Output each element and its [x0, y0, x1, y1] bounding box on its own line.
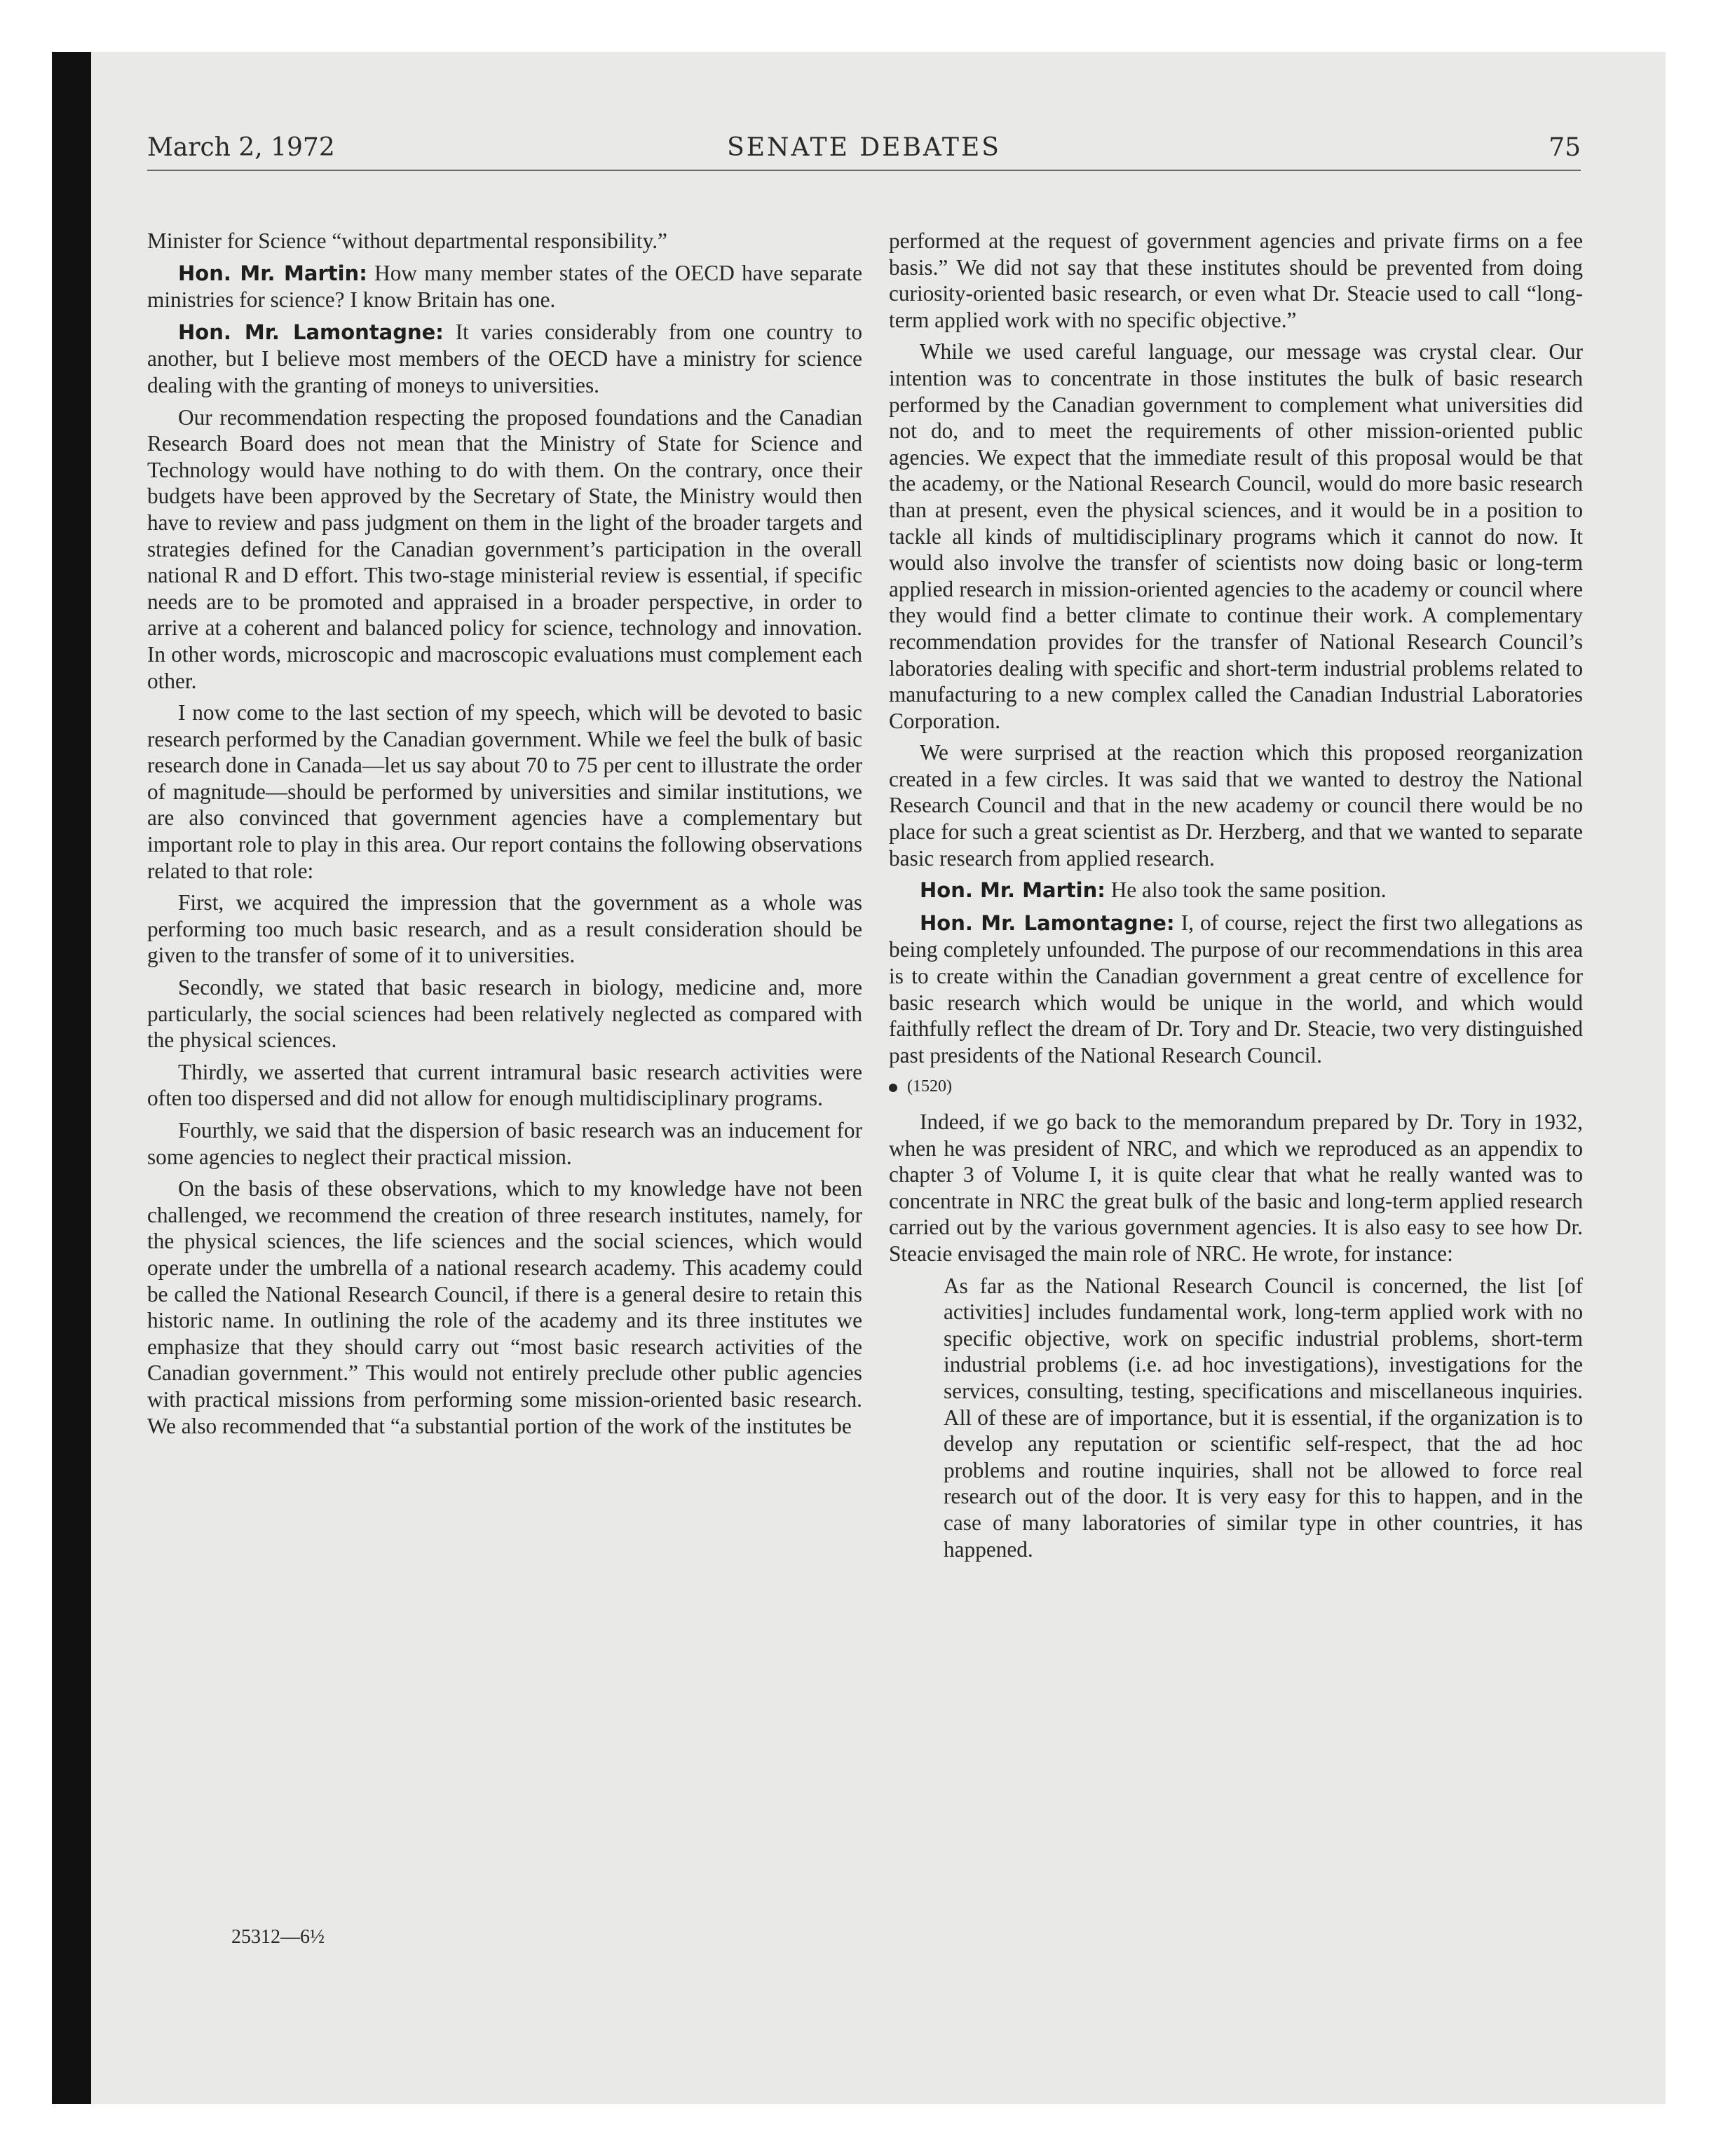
paragraph: On the basis of these observations, which to my knowledge have not been challenged, we recommend the creation of three research institutes, namely, for the physical sciences, the life sciences and the social sciences, which would operate under the umbrella of a national research academy. This academy could be called the National Research Council, if there is a general desire to retain this historic name. In outlining the role of the academy and its three institutes we emphasize that they should carry out “most basic research activities of the Canadian government.” This would not entirely preclude other public agencies with practical missions from performing some mission-oriented basic research. We also recommended that “a substantial portion of the work of the institutes be — [147, 1176, 862, 1438]
paragraph: performed at the request of government agencies and private firms on a fee basis.” We did not say that these institutes should be prevented from doing curiosity-oriented basic research, or even what Dr. Steacie used to call “long-term applied work with no specific objective.” — [889, 228, 1583, 332]
footer-code: 25312—6½ — [231, 1926, 325, 1948]
time-marker — [889, 1074, 1583, 1100]
paragraph-text: How many member states of the OECD have separate ministries for science? I know Britain has one. — [147, 260, 862, 313]
speech-paragraph — [889, 910, 1583, 1069]
paragraph: I now come to the last section of my speech, which will be devoted to basic research performed by the Canadian government. While we feel the bulk of basic research done in Canada—let us say about 70 to 75 per cent to illustrate the order of magnitude—should be performed by universities and similar institutions, we are also convinced that government agencies have a complementary but important role to play in this area. Our report contains the following observations related to that role: — [147, 700, 862, 883]
header-title: SENATE DEBATES — [727, 133, 1001, 162]
paragraph: While we used careful language, our message was crystal clear. Our intention was to concentrate in those institutes the bulk of basic research performed by the Canadian government to complement what universities did not do, and to meet the requirements of other mission-oriented public agencies. We expect that the immediate result of this proposal would be that the academy, or the National Research Council, would do more basic research than at present, even the physical sciences, and it would be in a position to tackle all kinds of multidisciplinary programs which it cannot do now. It would also involve the transfer of scientists now doing basic or long-term applied research in mission-oriented agencies to the academy or council where they would find a better climate to continue their work. A complementary recommendation provides for the transfer of National Research Council’s laboratories dealing with specific and short-term industrial problems related to manufacturing to a new complex called the Canadian Industrial Laboratories Corporation. — [889, 339, 1583, 733]
paragraph: First, we acquired the impression that the government as a whole was performing too much basic research, and as a result consideration should be given to the transfer of some of it to universities. — [147, 890, 862, 968]
binding-edge — [52, 52, 91, 2104]
paragraph: Thirdly, we asserted that current intramural basic research activities were often too dispersed and did not allow for enough multidisciplinary programs. — [147, 1059, 862, 1111]
paragraph-text: He also took the same position. — [1110, 878, 1387, 903]
paragraph-text: I, of course, reject the first two allegations as being completely unfounded. The purpose of our recommendations in this area is to create within the Canadian government a great centre of excellence for basic research which would be unique in the world, and which would faithfully reflect the dream of Dr. Tory and Dr. Steacie, two very distinguished past presidents of the National Research Council. — [889, 910, 1583, 1067]
block-quote: As far as the National Research Council is concerned, the list [of activities] includes fundamental work, long-term applied work with no specific objective, work on specific industrial problems, short-term industrial problems (i.e. ad hoc investigations), investigations for the services, consulting, testing, specifications and miscellaneous inquiries. All of these are of importance, but it is essential, if the organization is to develop any reputation or scientific self-respect, that the ad hoc problems and routine inquiries, shall not be allowed to force real research out of the door. It is very easy for this to happen, and in the case of many laboratories of similar type in other countries, it has happened. — [944, 1273, 1583, 1562]
paragraph-text: It varies considerably from one country to another, but I believe most members of the OECD have a ministry for science dealing with the granting of moneys to universities. — [147, 319, 862, 397]
right-column — [889, 228, 1583, 1924]
paragraph: Fourthly, we said that the dispersion of basic research was an inducement for some agencies to neglect their practical mission. — [147, 1118, 862, 1169]
speech-paragraph — [147, 260, 862, 313]
speaker-name: Hon. Mr. Martin: — [920, 878, 1105, 903]
time-marker-text: (1520) — [907, 1077, 952, 1096]
speech-paragraph — [889, 877, 1583, 904]
paragraph: Indeed, if we go back to the memorandum prepared by Dr. Tory in 1932, when he was president of NRC, and which we reproduced as an appendix to chapter 3 of Volume I, it is quite clear that what he really wanted was to concentrate in NRC the great bulk of the basic and long-term applied research carried out by the various government agencies. It is also easy to see how Dr. Steacie envisaged the main role of NRC. He wrote, for instance: — [889, 1110, 1583, 1266]
speaker-name: Hon. Mr. Lamontagne: — [920, 910, 1175, 935]
speaker-name: Hon. Mr. Lamontagne: — [178, 320, 444, 344]
left-column — [147, 228, 862, 1924]
speech-paragraph — [147, 319, 862, 399]
paragraph — [147, 228, 862, 254]
page-number: 75 — [1549, 133, 1581, 162]
paragraph: Secondly, we stated that basic research in biology, medicine and, more particularly, the social sciences had been relatively neglected as compared with the physical sciences. — [147, 975, 862, 1053]
running-header — [147, 133, 1581, 171]
speaker-name: Hon. Mr. Martin: — [178, 261, 367, 285]
header-date: March 2, 1972 — [147, 133, 335, 162]
paragraph: Our recommendation respecting the proposed foundations and the Canadian Research Board does not mean that the Ministry of State for Science and Technology would have nothing to do with them. On the contrary, once their budgets have been approved by the Secretary of State, the Ministry would then have to review and pass judgment on them in the light of the broader targets and strategies defined for the Canadian government’s participation in the overall national R and D effort. This two-stage ministerial review is essential, if specific needs are to be promoted and appraised in a broader perspective, in order to arrive at a coherent and balanced policy for science, technology and innovation. In other words, microscopic and macroscopic evaluations must complement each other. — [147, 404, 862, 693]
paragraph-text: Minister for Science “without departmental responsibility.” — [147, 228, 667, 253]
paragraph: We were surprised at the reaction which this proposed reorganization created in a few circles. It was said that we wanted to destroy the National Research Council and that in the new academy or council there would be no place for such a great scientist as Dr. Herzberg, and that we wanted to separate basic research from applied research. — [889, 740, 1583, 871]
bullet-icon — [889, 1084, 897, 1092]
